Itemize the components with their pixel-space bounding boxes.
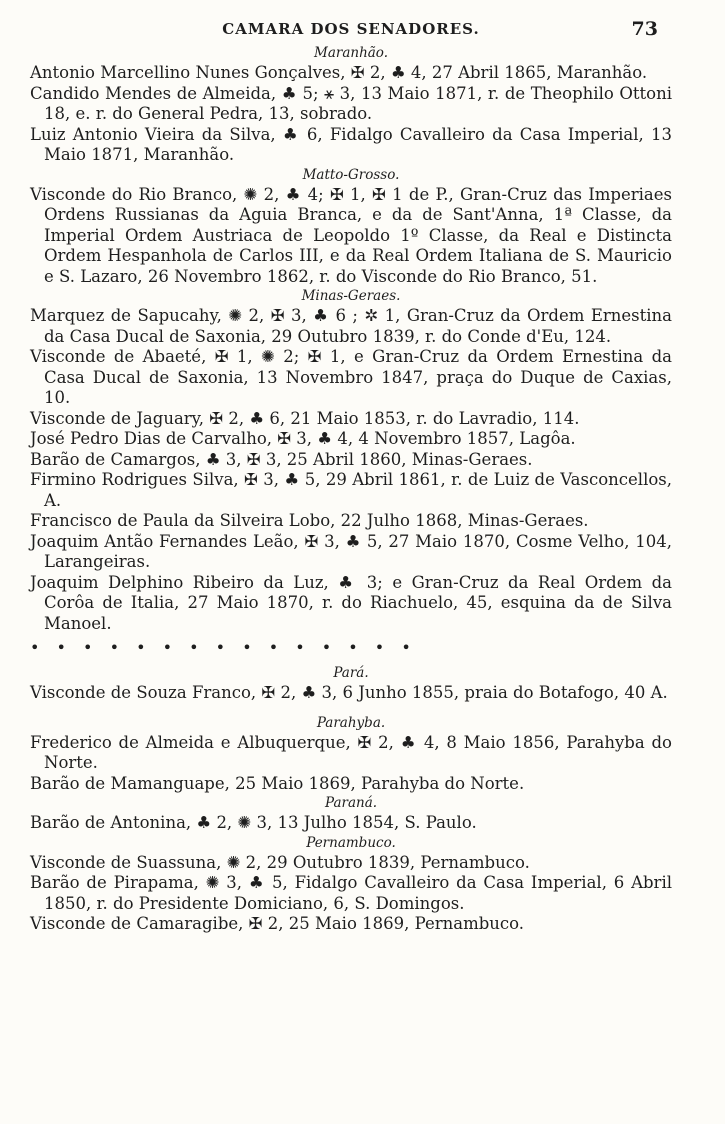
entry: Visconde de Suassuna, ✺ 2, 29 Outubro 1839, Pernambuco. <box>30 852 530 872</box>
entry: Visconde de Souza Franco, ✠ 2, ♣ 3, 6 Junho 1855, praia do Botafogo, 40 A. <box>30 683 668 702</box>
entry: Barão de Antonina, ♣ 2, ✺ 3, 13 Julho 1854, S. Paulo. <box>30 813 477 832</box>
page-number: 73 <box>631 18 658 40</box>
entry: Barão de Mamanguape, 25 Maio 1869, Parahyba do Norte. <box>30 773 525 793</box>
entry: Antonio Marcellino Nunes Gonçalves, ✠ 2, ♣ 4, 27 Abril 1865, Maranhão. <box>30 63 648 82</box>
section-heading-matto-grosso: Matto-Grosso. <box>302 166 400 183</box>
entry: Visconde de Jaguary, ✠ 2, ♣ 6, 21 Maio 1853, r. do Lavradio, 114. <box>30 408 580 428</box>
section-heading-pernambuco: Pernambuco. <box>306 834 396 851</box>
entry: Barão de Pirapama, ✺ 3, ♣ 5, Fidalgo Cavalleiro da Casa Imperial, 6 Abril 1850, r. do Presidente Domiciano, 6, S. Domingos. <box>30 873 672 913</box>
section-heading-para: Pará. <box>333 665 369 681</box>
entry: Firmino Rodrigues Silva, ✠ 3, ♣ 5, 29 Abril 1861, r. de Luiz de Vasconcellos, A. <box>30 470 672 510</box>
running-title: CAMARA DOS SENADORES. <box>222 20 480 38</box>
entry: Frederico de Almeida e Albuquerque, ✠ 2, ♣ 4, 8 Maio 1856, Parahyba do Norte. <box>30 732 672 772</box>
entry: Candido Mendes de Almeida, ♣ 5; ⚹ 3, 13 Maio 1871, r. de Theophilo Ottoni 18, e. r. do General Pedra, 13, sobrado. <box>30 83 672 123</box>
entry: Visconde de Camaragibe, ✠ 2, 25 Maio 1869, Pernambuco. <box>30 914 525 933</box>
entry: Marquez de Sapucahy, ✺ 2, ✠ 3, ♣ 6 ; ✲ 1, Gran-Cruz da Ordem Ernestina da Casa Ducal de Saxonia, 29 Outubro 1839, r. do Conde d'Eu, 124. <box>30 306 672 346</box>
running-head <box>30 18 672 44</box>
entry: Barão de Camargos, ♣ 3, ✠ 3, 25 Abril 1860, Minas-Geraes. <box>30 449 533 469</box>
entry: Francisco de Paula da Silveira Lobo, 22 Julho 1868, Minas-Geraes. <box>30 511 589 530</box>
page <box>30 18 672 935</box>
entry: Joaquim Delphino Ribeiro da Luz, ♣ 3; e Gran-Cruz da Real Ordem da Corôa de Italia, 27 Maio 1870, r. do Riachuelo, 45, esquina da de Silva Manoel. <box>30 572 672 633</box>
entry: Joaquim Antão Fernandes Leão, ✠ 3, ♣ 5, 27 Maio 1870, Cosme Velho, 104, Larangeiras. <box>30 531 672 571</box>
dotted-separator: • • • • • • • • • • • • • • • <box>30 638 417 657</box>
section-heading-maranhao: Maranhão. <box>314 45 388 61</box>
entry: Visconde de Abaeté, ✠ 1, ✺ 2; ✠ 1, e Gran-Cruz da Ordem Ernestina da Casa Ducal de Saxonia, 13 Novembro 1847, praça do Duque de Caxias, 10. <box>30 347 672 407</box>
entry: José Pedro Dias de Carvalho, ✠ 3, ♣ 4, 4 Novembro 1857, Lagôa. <box>30 429 576 448</box>
entry: Luiz Antonio Vieira da Silva, ♣ 6, Fidalgo Cavalleiro da Casa Imperial, 13 Maio 1871, Maranhão. <box>30 124 672 164</box>
entry: Visconde do Rio Branco, ✺ 2, ♣ 4; ✠ 1, ✠ 1 de P., Gran-Cruz das Imperiaes Ordens Russianas da Aguia Branca, e da de Sant'Anna, 1ª Classe, da Imperial Ordem Austriaca de Leopoldo 1º Classe, da Real e Distincta Ordem Hespanhola de Carlos III, e da Real Ordem Italiana de S. Mauricio e S. Lazaro, 26 Novembro 1862, r. do Visconde do Rio Branco, 51. <box>30 184 672 286</box>
section-heading-minas-geraes: Minas-Geraes. <box>301 288 401 304</box>
section-heading-parahyba: Parahyba. <box>316 714 386 731</box>
section-heading-parana: Paraná. <box>324 795 378 811</box>
